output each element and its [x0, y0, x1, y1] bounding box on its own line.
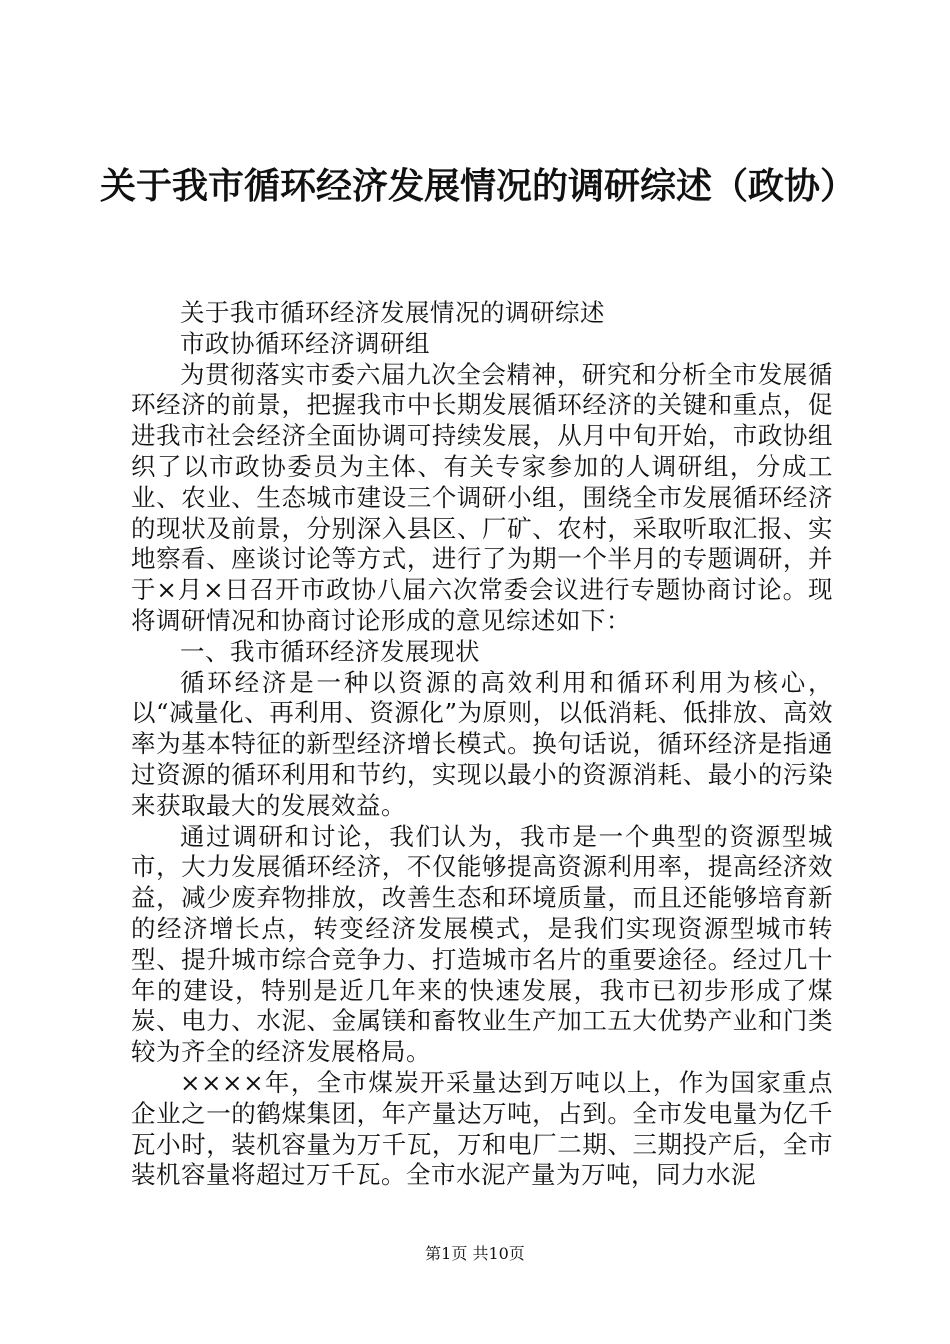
document-title: 关于我市循环经济发展情况的调研综述（政协） [100, 166, 857, 207]
body-paragraph: ××××年，全市煤炭开采量达到万吨以上，作为国家重点企业之一的鹤煤集团，年产量达万吨，占到。全市发电量为亿千瓦小时，装机容量为万千瓦，万和电厂二期、三期投产后，全市装机容量将超过万千瓦。全市水泥产量为万吨，同力水泥 [131, 1067, 833, 1190]
body-paragraph: 市政协循环经济调研组 [180, 328, 430, 358]
page-footer: 第1页 共10页 [425, 1244, 525, 1263]
section-heading: 一、我市循环经济发展现状 [180, 636, 480, 666]
body-paragraph: 通过调研和讨论，我们认为，我市是一个典型的资源型城市，大力发展循环经济，不仅能够提高资源利用率，提高经济效益，减少废弃物排放，改善生态和环境质量，而且还能够培育新的经济增长点，转变经济发展模式，是我们实现资源型城市转型、提升城市综合竞争力、打造城市名片的重要途径。经过几十年的建设，特别是近几年来的快速发展，我市已初步形成了煤炭、电力、水泥、金属镁和畜牧业生产加工五大优势产业和门类较为齐全的经济发展格局。 [131, 821, 833, 1067]
body-paragraph: 关于我市循环经济发展情况的调研综述 [180, 298, 605, 327]
body-paragraph: 循环经济是一种以资源的高效利用和循环利用为核心，以“减量化、再利用、资源化”为原则，以低消耗、低排放、高效率为基本特征的新型经济增长模式。换句话说，循环经济是指通过资源的循环利用和节约，实现以最小的资源消耗、最小的污染来获取最大的发展效益。 [131, 667, 833, 820]
document-body [131, 298, 833, 1191]
body-paragraph: 为贯彻落实市委六届九次全会精神，研究和分析全市发展循环经济的前景，把握我市中长期发展循环经济的关键和重点，促进我市社会经济全面协调可持续发展，从月中旬开始，市政协组织了以市政协委员为主体、有关专家参加的人调研组，分成工业、农业、生态城市建设三个调研小组，围绕全市发展循环经济的现状及前景，分别深入县区、厂矿、农村，采取听取汇报、实地察看、座谈讨论等方式，进行了为期一个半月的专题调研，并于×月×日召开市政协八届六次常委会议进行专题协商讨论。现将调研情况和协商讨论形成的意见综述如下： [131, 359, 833, 635]
